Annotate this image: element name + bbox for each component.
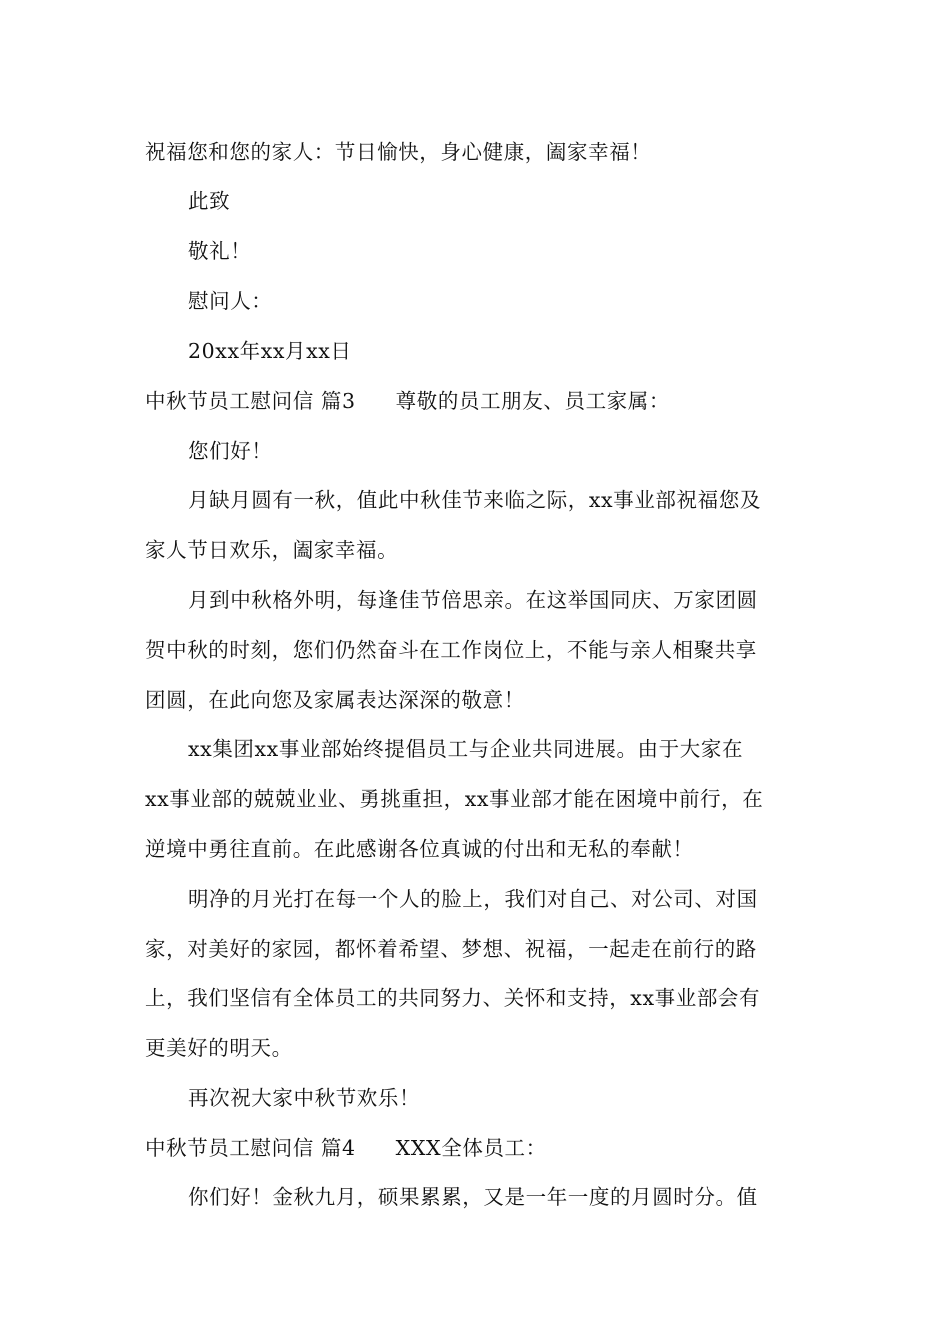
- text-line: xx事业部的兢兢业业、勇挑重担，xx事业部才能在困境中前行，在: [145, 787, 764, 811]
- section-heading-line: [145, 1133, 825, 1163]
- text-line: 你们好！金秋九月，硕果累累，又是一年一度的月圆时分。值: [188, 1185, 758, 1209]
- section-heading: 中秋节员工慰问信 篇3: [145, 389, 356, 413]
- text-line: 20xx年xx月xx日: [188, 339, 352, 363]
- text-line: 家，对美好的家园，都怀着希望、梦想、祝福，一起走在前行的路: [145, 937, 757, 961]
- text-line: xx集团xx事业部始终提倡员工与企业共同进展。由于大家在: [188, 737, 744, 761]
- text-line: 逆境中勇往直前。在此感谢各位真诚的付出和无私的奉献！: [145, 837, 694, 861]
- text-line: 上，我们坚信有全体员工的共同努力、关怀和支持，xx事业部会有: [145, 986, 761, 1010]
- text-line: 慰问人：: [188, 289, 273, 313]
- text-line: 贺中秋的时刻，您们仍然奋斗在工作岗位上，不能与亲人相聚共享: [145, 638, 757, 662]
- section-heading: 中秋节员工慰问信 篇4: [145, 1136, 356, 1160]
- text-line: 更美好的明天。: [145, 1036, 293, 1060]
- text-line: 明净的月光打在每一个人的脸上，我们对自己、对公司、对国: [188, 887, 758, 911]
- salutation: XXX全体员工：: [395, 1136, 547, 1160]
- text-line: 祝福您和您的家人：节日愉快，身心健康，阖家幸福！: [145, 140, 652, 164]
- text-line: 此致: [188, 189, 231, 213]
- section-heading-line: [145, 386, 825, 416]
- salutation: 尊敬的员工朋友、员工家属：: [395, 389, 670, 413]
- text-line: 月缺月圆有一秋，值此中秋佳节来临之际，xx事业部祝福您及: [188, 488, 761, 512]
- text-line: 再次祝大家中秋节欢乐！: [188, 1086, 421, 1110]
- text-line: 您们好！: [188, 439, 273, 463]
- text-line: 敬礼！: [188, 239, 252, 263]
- text-line: 家人节日欢乐，阖家幸福。: [145, 538, 399, 562]
- text-line: 月到中秋格外明，每逢佳节倍思亲。在这举国同庆、万家团圆: [188, 588, 758, 612]
- text-line: 团圆，在此向您及家属表达深深的敬意！: [145, 688, 525, 712]
